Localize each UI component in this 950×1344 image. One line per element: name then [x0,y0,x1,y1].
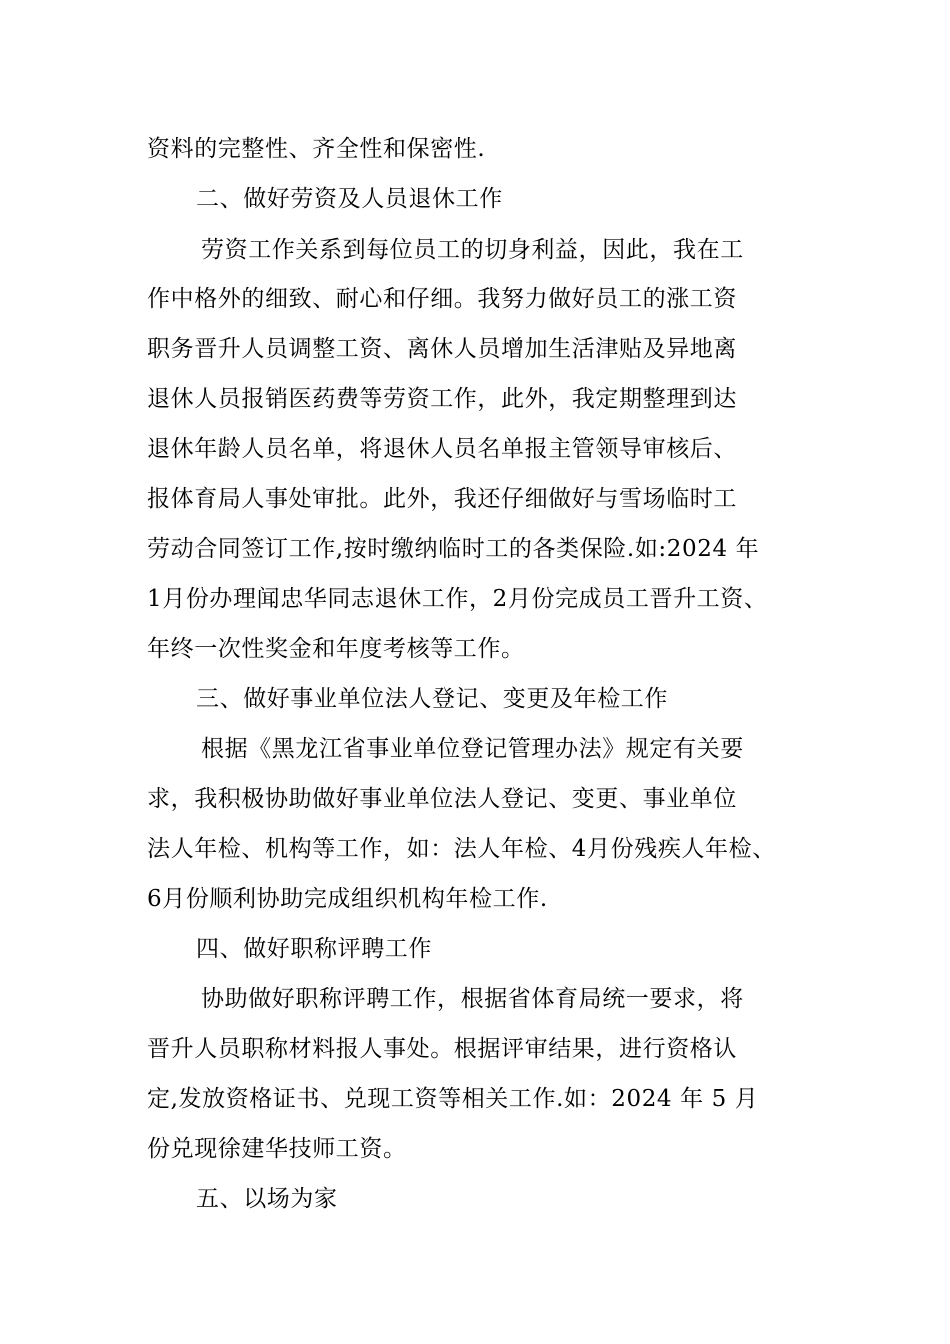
body-text-line: 晋升人员职称材料报人事处。根据评审结果，进行资格认 [147,1036,737,1062]
body-text-line: 根据《黑龙江省事业单位登记管理办法》规定有关要 [201,736,744,762]
body-text-line: 作中格外的细致、耐心和仔细。我努力做好员工的涨工资 [147,286,737,312]
body-text-line: 6月份顺利协助完成组织机构年检工作. [147,886,548,912]
body-text-line: 份兑现徐建华技师工资。 [147,1136,407,1162]
body-text-line: 退休年龄人员名单，将退休人员名单报主管领导审核后、 [147,436,737,462]
section-heading-3: 三、做好事业单位法人登记、变更及年检工作 [196,686,668,712]
body-text-line: 资料的完整性、齐全性和保密性. [147,136,486,162]
body-text-line: 1月份办理闻忠华同志退休工作，2月份完成员工晋升工资、 [147,586,768,612]
section-heading-5: 五、以场为家 [196,1186,338,1212]
section-heading-2: 二、做好劳资及人员退休工作 [196,186,503,212]
body-text-line: 报体育局人事处审批。此外，我还仔细做好与雪场临时工 [147,486,737,512]
body-text-line: 退休人员报销医药费等劳资工作，此外，我定期整理到达 [147,386,737,412]
section-heading-4: 四、做好职称评聘工作 [196,936,432,962]
body-text-line: 求，我积极协助做好事业单位法人登记、变更、事业单位 [147,786,737,812]
body-text-line: 劳资工作关系到每位员工的切身利益，因此，我在工 [201,237,744,263]
body-text-line: 职务晋升人员调整工资、离休人员增加生活津贴及异地离 [147,336,737,362]
body-text-line: 协助做好职称评聘工作，根据省体育局统一要求，将 [201,986,744,1012]
body-text-line: 劳动合同签订工作,按时缴纳临时工的各类保险.如:2024 年 [147,536,760,562]
body-text-line: 法人年检、机构等工作，如：法人年检、4月份残疾人年检、 [147,836,776,862]
body-text-line: 年终一次性奖金和年度考核等工作。 [147,636,525,662]
body-text-line: 定,发放资格证书、兑现工资等相关工作.如：2024 年 5 月 [147,1086,759,1112]
